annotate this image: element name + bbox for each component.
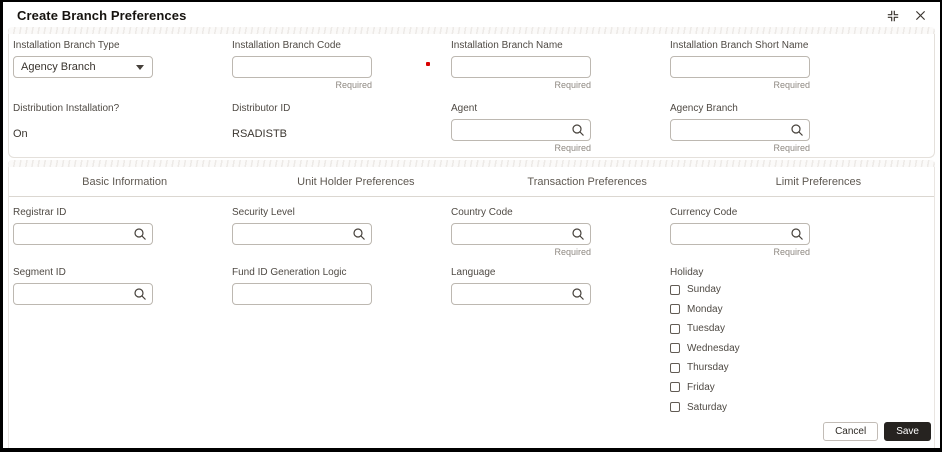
agent-input[interactable]	[451, 119, 591, 141]
holiday-saturday[interactable]	[670, 401, 889, 414]
distribution-installation-value: On	[13, 128, 28, 140]
installation-branch-type-label: Installation Branch Type	[13, 40, 120, 51]
form-row-1	[13, 207, 934, 258]
holiday-friday-checkbox[interactable]	[670, 382, 680, 392]
holiday-monday-label: Monday	[687, 303, 723, 315]
holiday-thursday-label: Thursday	[687, 362, 729, 374]
fund-id-generation-logic-label: Fund ID Generation Logic	[232, 267, 347, 278]
search-icon[interactable]	[571, 227, 585, 246]
holiday-thursday[interactable]	[670, 361, 889, 374]
preferences-panel	[8, 167, 935, 449]
save-button[interactable]: Save	[884, 422, 931, 441]
holiday-tuesday-label: Tuesday	[687, 323, 725, 335]
installation-branch-type-select[interactable]	[13, 56, 153, 78]
texture-band-top	[8, 27, 935, 34]
dialog-header	[3, 2, 940, 27]
page-title: Create Branch Preferences	[17, 8, 187, 23]
required-hint: Required	[554, 143, 591, 153]
installation-branch-short-name-input[interactable]	[670, 56, 810, 78]
holiday-label: Holiday	[670, 267, 704, 278]
country-code-input[interactable]	[451, 223, 591, 245]
distributor-id-value: RSADISTB	[232, 128, 288, 140]
registrar-id-label: Registrar ID	[13, 207, 67, 218]
holiday-friday-label: Friday	[687, 381, 715, 393]
search-icon[interactable]	[133, 227, 147, 246]
holiday-thursday-checkbox[interactable]	[670, 363, 680, 373]
tab-transaction-preferences[interactable]: Transaction Preferences	[527, 175, 647, 188]
segment-id-input[interactable]	[13, 283, 153, 305]
registrar-id-input[interactable]	[13, 223, 153, 245]
form-row-2	[13, 267, 934, 420]
installation-branch-name-input[interactable]	[451, 56, 591, 78]
security-level-label: Security Level	[232, 207, 295, 218]
holiday-saturday-label: Saturday	[687, 401, 728, 413]
installation-branch-name-label: Installation Branch Name	[451, 40, 563, 51]
holiday-wednesday[interactable]	[670, 342, 889, 355]
fund-id-generation-logic-input[interactable]	[232, 283, 372, 305]
action-bar	[823, 422, 931, 441]
required-hint: Required	[773, 80, 810, 90]
holiday-sunday[interactable]	[670, 283, 889, 296]
agency-branch-input[interactable]	[670, 119, 810, 141]
holiday-checkbox-group	[670, 283, 889, 420]
distributor-id-label: Distributor ID	[232, 103, 291, 114]
installation-branch-code-input[interactable]	[232, 56, 372, 78]
tab-bar	[9, 167, 934, 197]
currency-code-label: Currency Code	[670, 207, 738, 218]
texture-band-middle	[8, 160, 935, 167]
distribution-installation-label: Distribution Installation?	[13, 103, 120, 114]
search-icon[interactable]	[571, 287, 585, 306]
window-controls	[887, 10, 926, 22]
search-icon[interactable]	[133, 287, 147, 306]
installation-branch-short-name-label: Installation Branch Short Name	[670, 40, 809, 51]
language-input[interactable]	[451, 283, 591, 305]
holiday-wednesday-label: Wednesday	[687, 342, 740, 354]
tab-unit-holder-preferences[interactable]: Unit Holder Preferences	[297, 175, 415, 188]
segment-id-label: Segment ID	[13, 267, 66, 278]
security-level-input[interactable]	[232, 223, 372, 245]
holiday-sunday-label: Sunday	[687, 284, 721, 295]
required-hint: Required	[335, 80, 372, 90]
currency-code-input[interactable]	[670, 223, 810, 245]
required-hint: Required	[773, 143, 810, 153]
search-icon[interactable]	[352, 227, 366, 246]
installation-branch-type-value: Agency Branch	[21, 61, 96, 73]
collapse-icon[interactable]	[887, 10, 899, 22]
search-icon[interactable]	[790, 123, 804, 142]
panel-row-2	[13, 103, 930, 154]
tab-basic-information[interactable]: Basic Information	[82, 175, 168, 188]
agent-label: Agent	[451, 103, 478, 114]
basic-information-form	[9, 197, 934, 420]
holiday-saturday-checkbox[interactable]	[670, 402, 680, 412]
branch-header-panel	[8, 34, 935, 158]
holiday-tuesday[interactable]	[670, 322, 889, 335]
agency-branch-label: Agency Branch	[670, 103, 738, 114]
search-icon[interactable]	[790, 227, 804, 246]
search-icon[interactable]	[571, 123, 585, 142]
chevron-down-icon	[136, 61, 144, 73]
required-hint: Required	[773, 247, 810, 257]
language-label: Language	[451, 267, 496, 278]
country-code-label: Country Code	[451, 207, 513, 218]
holiday-friday[interactable]	[670, 381, 889, 394]
holiday-monday-checkbox[interactable]	[670, 304, 680, 314]
holiday-sunday-checkbox[interactable]	[670, 285, 680, 295]
holiday-monday[interactable]	[670, 303, 889, 316]
required-hint: Required	[554, 80, 591, 90]
panel-row-1	[13, 40, 930, 91]
required-hint: Required	[554, 247, 591, 257]
holiday-wednesday-checkbox[interactable]	[670, 343, 680, 353]
validation-error-dot	[426, 62, 430, 66]
installation-branch-code-label: Installation Branch Code	[232, 40, 341, 51]
holiday-tuesday-checkbox[interactable]	[670, 324, 680, 334]
close-icon[interactable]	[915, 10, 926, 21]
tab-limit-preferences[interactable]: Limit Preferences	[775, 175, 862, 188]
cancel-button[interactable]: Cancel	[823, 422, 878, 441]
